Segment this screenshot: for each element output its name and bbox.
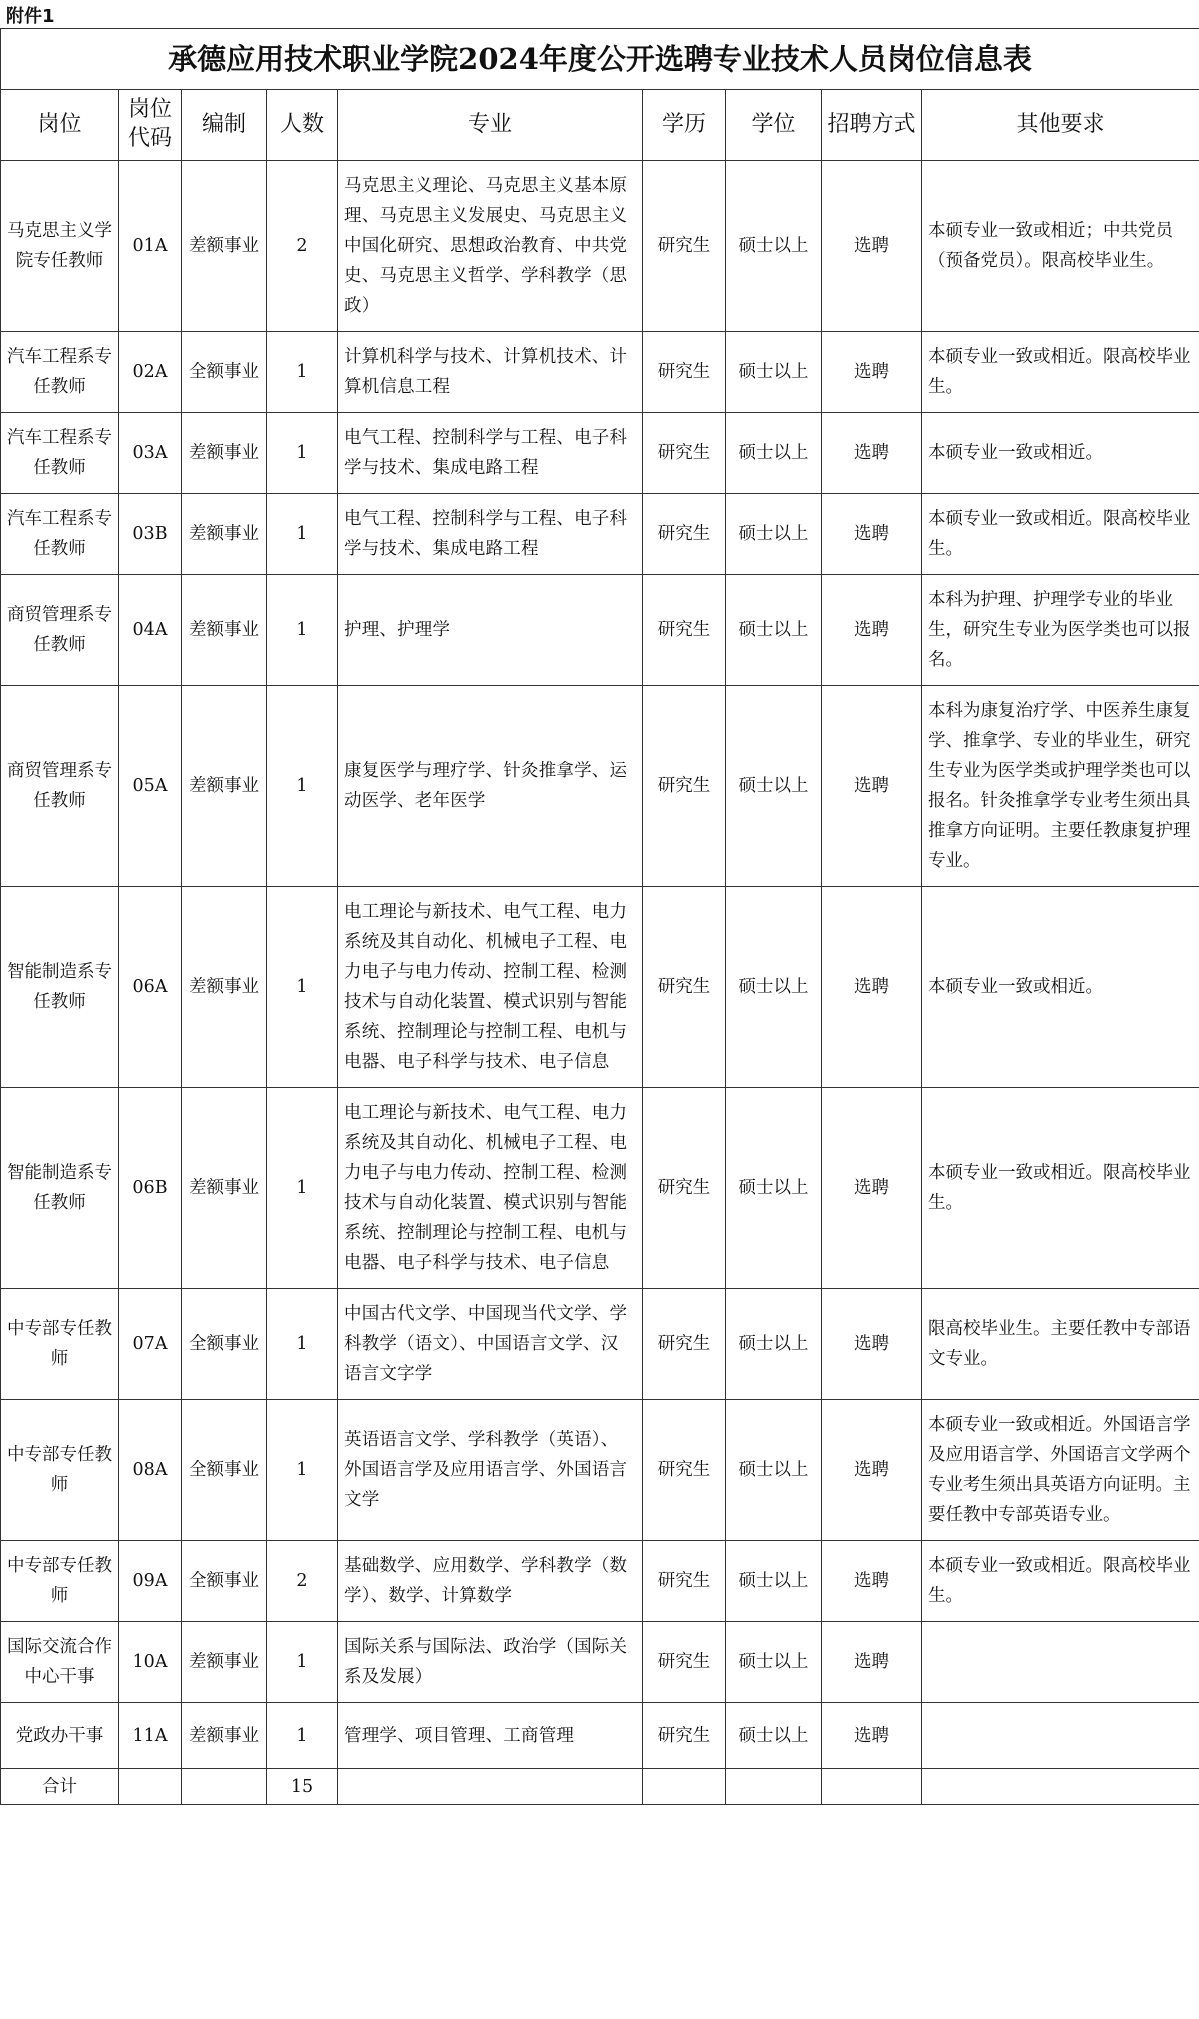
cell-degree: 硕士以上 bbox=[726, 1541, 822, 1622]
table-row bbox=[1, 575, 1199, 686]
cell-degree: 硕士以上 bbox=[726, 161, 822, 332]
cell-other: 本硕专业一致或相近。限高校毕业生。 bbox=[922, 332, 1199, 413]
column-header-degree: 学位 bbox=[726, 90, 822, 161]
cell-staffing: 差额事业 bbox=[182, 494, 267, 575]
cell-code: 08A bbox=[119, 1400, 182, 1541]
cell-count: 1 bbox=[267, 887, 338, 1088]
column-header-education: 学历 bbox=[643, 90, 726, 161]
empty-cell bbox=[119, 1769, 182, 1805]
cell-method: 选聘 bbox=[822, 1088, 922, 1289]
cell-education: 研究生 bbox=[643, 575, 726, 686]
cell-education: 研究生 bbox=[643, 413, 726, 494]
positions-table bbox=[0, 28, 1199, 1805]
cell-other: 本硕专业一致或相近。 bbox=[922, 887, 1199, 1088]
cell-code: 10A bbox=[119, 1622, 182, 1703]
cell-staffing: 差额事业 bbox=[182, 686, 267, 887]
cell-education: 研究生 bbox=[643, 1088, 726, 1289]
table-row bbox=[1, 332, 1199, 413]
cell-count: 2 bbox=[267, 1541, 338, 1622]
cell-method: 选聘 bbox=[822, 1622, 922, 1703]
cell-major: 马克思主义理论、马克思主义基本原理、马克思主义发展史、马克思主义中国化研究、思想政治教育、中共党史、马克思主义哲学、学科教学（思政） bbox=[338, 161, 643, 332]
cell-code: 04A bbox=[119, 575, 182, 686]
cell-method: 选聘 bbox=[822, 1289, 922, 1400]
column-header-major: 专业 bbox=[338, 90, 643, 161]
cell-count: 1 bbox=[267, 1400, 338, 1541]
cell-code: 03A bbox=[119, 413, 182, 494]
header-row bbox=[1, 90, 1199, 161]
cell-degree: 硕士以上 bbox=[726, 575, 822, 686]
cell-count: 1 bbox=[267, 1622, 338, 1703]
cell-code: 09A bbox=[119, 1541, 182, 1622]
cell-other: 本科为护理、护理学专业的毕业生，研究生专业为医学类也可以报名。 bbox=[922, 575, 1199, 686]
cell-position: 智能制造系专任教师 bbox=[1, 1088, 119, 1289]
cell-count: 1 bbox=[267, 1289, 338, 1400]
cell-staffing: 全额事业 bbox=[182, 1289, 267, 1400]
column-header-code: 岗位代码 bbox=[119, 90, 182, 161]
cell-count: 1 bbox=[267, 413, 338, 494]
cell-major: 英语语言文学、学科教学（英语）、外国语言学及应用语言学、外国语言文学 bbox=[338, 1400, 643, 1541]
cell-major: 电工理论与新技术、电气工程、电力系统及其自动化、机械电子工程、电力电子与电力传动、控制工程、检测技术与自动化装置、模式识别与智能系统、控制理论与控制工程、电机与电器、电子科学与技术、电子信息 bbox=[338, 1088, 643, 1289]
cell-staffing: 全额事业 bbox=[182, 1541, 267, 1622]
cell-major: 电工理论与新技术、电气工程、电力系统及其自动化、机械电子工程、电力电子与电力传动、控制工程、检测技术与自动化装置、模式识别与智能系统、控制理论与控制工程、电机与电器、电子科学与技术、电子信息 bbox=[338, 887, 643, 1088]
cell-method: 选聘 bbox=[822, 887, 922, 1088]
cell-major: 护理、护理学 bbox=[338, 575, 643, 686]
cell-method: 选聘 bbox=[822, 686, 922, 887]
table-row bbox=[1, 1622, 1199, 1703]
cell-count: 1 bbox=[267, 332, 338, 413]
cell-degree: 硕士以上 bbox=[726, 1400, 822, 1541]
cell-other: 本科为康复治疗学、中医养生康复学、推拿学、专业的毕业生，研究生专业为医学类或护理学类也可以报名。针灸推拿学专业考生须出具推拿方向证明。主要任教康复护理专业。 bbox=[922, 686, 1199, 887]
cell-staffing: 差额事业 bbox=[182, 161, 267, 332]
empty-cell bbox=[822, 1769, 922, 1805]
column-header-position: 岗位 bbox=[1, 90, 119, 161]
cell-staffing: 差额事业 bbox=[182, 1703, 267, 1769]
cell-method: 选聘 bbox=[822, 1541, 922, 1622]
total-label: 合计 bbox=[1, 1769, 119, 1805]
cell-staffing: 全额事业 bbox=[182, 1400, 267, 1541]
cell-code: 01A bbox=[119, 161, 182, 332]
cell-code: 06A bbox=[119, 887, 182, 1088]
cell-other: 本硕专业一致或相近；中共党员（预备党员）。限高校毕业生。 bbox=[922, 161, 1199, 332]
cell-education: 研究生 bbox=[643, 332, 726, 413]
cell-position: 智能制造系专任教师 bbox=[1, 887, 119, 1088]
cell-degree: 硕士以上 bbox=[726, 494, 822, 575]
empty-cell bbox=[922, 1769, 1199, 1805]
cell-position: 汽车工程系专任教师 bbox=[1, 494, 119, 575]
empty-cell bbox=[182, 1769, 267, 1805]
cell-position: 中专部专任教师 bbox=[1, 1400, 119, 1541]
empty-cell bbox=[338, 1769, 643, 1805]
table-row bbox=[1, 887, 1199, 1088]
cell-major: 国际关系与国际法、政治学（国际关系及发展） bbox=[338, 1622, 643, 1703]
cell-other: 限高校毕业生。主要任教中专部语文专业。 bbox=[922, 1289, 1199, 1400]
cell-major: 电气工程、控制科学与工程、电子科学与技术、集成电路工程 bbox=[338, 494, 643, 575]
cell-staffing: 差额事业 bbox=[182, 413, 267, 494]
column-header-staffing: 编制 bbox=[182, 90, 267, 161]
cell-other bbox=[922, 1703, 1199, 1769]
cell-other bbox=[922, 1622, 1199, 1703]
cell-other: 本硕专业一致或相近。限高校毕业生。 bbox=[922, 1088, 1199, 1289]
cell-major: 计算机科学与技术、计算机技术、计算机信息工程 bbox=[338, 332, 643, 413]
cell-degree: 硕士以上 bbox=[726, 1289, 822, 1400]
cell-education: 研究生 bbox=[643, 494, 726, 575]
table-row bbox=[1, 1400, 1199, 1541]
cell-education: 研究生 bbox=[643, 1541, 726, 1622]
cell-staffing: 差额事业 bbox=[182, 1088, 267, 1289]
cell-code: 02A bbox=[119, 332, 182, 413]
cell-method: 选聘 bbox=[822, 1703, 922, 1769]
cell-count: 1 bbox=[267, 1088, 338, 1289]
cell-major: 基础数学、应用数学、学科教学（数学）、数学、计算数学 bbox=[338, 1541, 643, 1622]
cell-method: 选聘 bbox=[822, 575, 922, 686]
cell-staffing: 差额事业 bbox=[182, 1622, 267, 1703]
cell-education: 研究生 bbox=[643, 1622, 726, 1703]
cell-major: 电气工程、控制科学与工程、电子科学与技术、集成电路工程 bbox=[338, 413, 643, 494]
cell-code: 06B bbox=[119, 1088, 182, 1289]
cell-position: 商贸管理系专任教师 bbox=[1, 686, 119, 887]
cell-education: 研究生 bbox=[643, 161, 726, 332]
total-count: 15 bbox=[267, 1769, 338, 1805]
attachment-label: 附件1 bbox=[6, 6, 55, 27]
cell-count: 1 bbox=[267, 494, 338, 575]
cell-method: 选聘 bbox=[822, 413, 922, 494]
column-header-other: 其他要求 bbox=[922, 90, 1199, 161]
cell-staffing: 差额事业 bbox=[182, 887, 267, 1088]
empty-cell bbox=[726, 1769, 822, 1805]
cell-count: 2 bbox=[267, 161, 338, 332]
cell-degree: 硕士以上 bbox=[726, 1703, 822, 1769]
cell-position: 中专部专任教师 bbox=[1, 1541, 119, 1622]
table-row bbox=[1, 1289, 1199, 1400]
cell-count: 1 bbox=[267, 686, 338, 887]
cell-other: 本硕专业一致或相近。外国语言学及应用语言学、外国语言文学两个专业考生须出具英语方向证明。主要任教中专部英语专业。 bbox=[922, 1400, 1199, 1541]
table-row bbox=[1, 686, 1199, 887]
cell-count: 1 bbox=[267, 575, 338, 686]
table-body bbox=[1, 161, 1199, 1805]
cell-degree: 硕士以上 bbox=[726, 332, 822, 413]
cell-method: 选聘 bbox=[822, 494, 922, 575]
cell-education: 研究生 bbox=[643, 686, 726, 887]
cell-education: 研究生 bbox=[643, 1703, 726, 1769]
table-row bbox=[1, 1088, 1199, 1289]
cell-other: 本硕专业一致或相近。限高校毕业生。 bbox=[922, 1541, 1199, 1622]
cell-degree: 硕士以上 bbox=[726, 413, 822, 494]
cell-code: 07A bbox=[119, 1289, 182, 1400]
cell-education: 研究生 bbox=[643, 1400, 726, 1541]
cell-code: 05A bbox=[119, 686, 182, 887]
cell-degree: 硕士以上 bbox=[726, 686, 822, 887]
cell-position: 中专部专任教师 bbox=[1, 1289, 119, 1400]
cell-position: 汽车工程系专任教师 bbox=[1, 413, 119, 494]
cell-major: 中国古代文学、中国现当代文学、学科教学（语文）、中国语言文学、汉语言文字学 bbox=[338, 1289, 643, 1400]
cell-code: 03B bbox=[119, 494, 182, 575]
cell-count: 1 bbox=[267, 1703, 338, 1769]
cell-degree: 硕士以上 bbox=[726, 1088, 822, 1289]
cell-degree: 硕士以上 bbox=[726, 1622, 822, 1703]
table-row bbox=[1, 1541, 1199, 1622]
cell-method: 选聘 bbox=[822, 1400, 922, 1541]
column-header-method: 招聘方式 bbox=[822, 90, 922, 161]
cell-position: 国际交流合作中心干事 bbox=[1, 1622, 119, 1703]
cell-position: 商贸管理系专任教师 bbox=[1, 575, 119, 686]
table-row bbox=[1, 1703, 1199, 1769]
table-row bbox=[1, 413, 1199, 494]
cell-major: 康复医学与理疗学、针灸推拿学、运动医学、老年医学 bbox=[338, 686, 643, 887]
table-title: 承德应用技术职业学院2024年度公开选聘专业技术人员岗位信息表 bbox=[1, 29, 1199, 90]
cell-code: 11A bbox=[119, 1703, 182, 1769]
empty-cell bbox=[643, 1769, 726, 1805]
cell-method: 选聘 bbox=[822, 161, 922, 332]
table-row bbox=[1, 161, 1199, 332]
cell-other: 本硕专业一致或相近。限高校毕业生。 bbox=[922, 494, 1199, 575]
cell-method: 选聘 bbox=[822, 332, 922, 413]
cell-education: 研究生 bbox=[643, 887, 726, 1088]
table-row bbox=[1, 494, 1199, 575]
cell-position: 党政办干事 bbox=[1, 1703, 119, 1769]
cell-position: 马克思主义学院专任教师 bbox=[1, 161, 119, 332]
cell-position: 汽车工程系专任教师 bbox=[1, 332, 119, 413]
cell-major: 管理学、项目管理、工商管理 bbox=[338, 1703, 643, 1769]
cell-degree: 硕士以上 bbox=[726, 887, 822, 1088]
column-header-count: 人数 bbox=[267, 90, 338, 161]
cell-other: 本硕专业一致或相近。 bbox=[922, 413, 1199, 494]
cell-staffing: 差额事业 bbox=[182, 575, 267, 686]
total-row bbox=[1, 1769, 1199, 1805]
cell-education: 研究生 bbox=[643, 1289, 726, 1400]
cell-staffing: 全额事业 bbox=[182, 332, 267, 413]
